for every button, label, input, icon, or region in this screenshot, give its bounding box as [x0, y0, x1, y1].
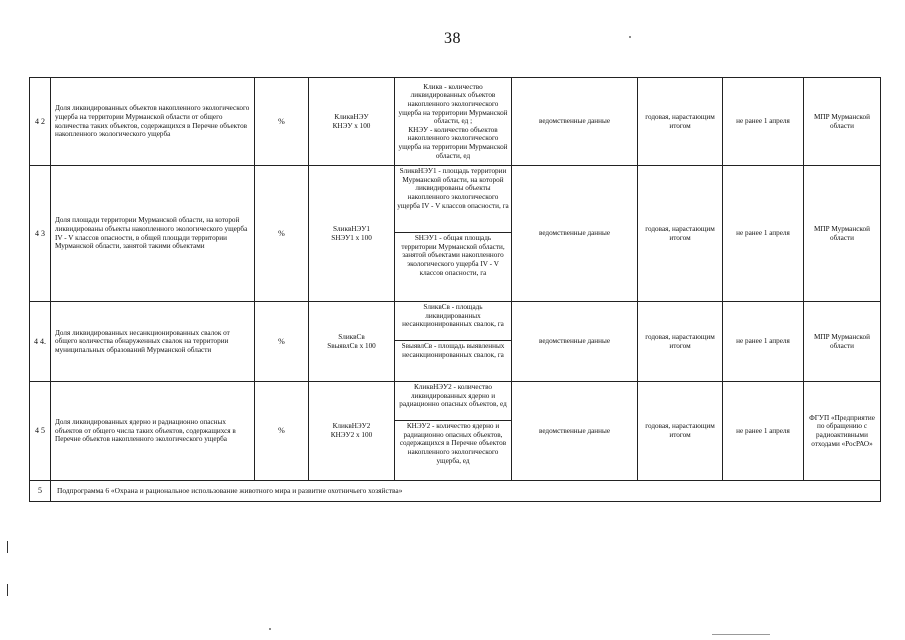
periodicity: годовая, нарастающим итогом: [638, 166, 723, 302]
row-number: 5: [30, 481, 51, 502]
deadline: не ранее 1 апреля: [723, 166, 804, 302]
formula-numerator: SликвСв: [338, 332, 365, 341]
description-top: SликвСв - площадь ликвидированных несанкционированных свалок, га: [402, 303, 504, 329]
description-line: КНЭУ - количество объектов накопленного экологического ущерба на территории Мурманской области, ед: [398, 125, 508, 160]
page-number: 38: [444, 30, 461, 47]
deadline: не ранее 1 апреля: [723, 78, 804, 166]
formula-description: [395, 302, 512, 382]
table-row: [30, 166, 881, 302]
unit: %: [255, 382, 309, 481]
data-source: ведомственные данные: [512, 302, 638, 382]
formula-description: [395, 382, 512, 481]
responsible: МПР Мурманской области: [804, 302, 881, 382]
formula-description: [395, 166, 512, 302]
table-row: [30, 382, 881, 481]
row-number: 4 5: [30, 382, 51, 481]
row-number: 4 3: [30, 166, 51, 302]
formula-denominator: КНЭУ х 100: [332, 121, 371, 130]
formula-numerator: КликвНЭУ2: [332, 422, 371, 431]
scan-speck: [629, 36, 631, 38]
description-top: SликвНЭУ1 - площадь территории Мурманской области, на которой ликвидированы объекты накопленного экологического ущерба IV - V классов опасности, га: [397, 167, 509, 210]
description-line: Кликв - количество ликвидированных объектов накопленного экологического ущерба на территории Мурманской области, ед ;: [398, 82, 508, 126]
formula: [309, 78, 395, 166]
data-source: ведомственные данные: [512, 166, 638, 302]
scan-margin-mark: [7, 541, 8, 553]
description-bottom: КНЭУ2 - количество ядерно и радиационно опасных объектов, содержащихся в Перечне объектов накопленного экологического ущерба, ед: [395, 420, 511, 466]
data-source: ведомственные данные: [512, 382, 638, 481]
periodicity: годовая, нарастающим итогом: [638, 78, 723, 166]
responsible: МПР Мурманской области: [804, 166, 881, 302]
formula-numerator: КликвНЭУ: [334, 112, 369, 121]
table-row: [30, 78, 881, 166]
responsible: МПР Мурманской области: [804, 78, 881, 166]
formula: [309, 302, 395, 382]
formula: [309, 382, 395, 481]
formula-denominator: КНЭУ2 х 100: [330, 431, 373, 439]
formula-denominator: SНЭУ1 х 100: [331, 233, 372, 242]
deadline: не ранее 1 апреля: [723, 302, 804, 382]
scan-margin-mark: [7, 584, 8, 596]
scan-speck: [269, 628, 271, 630]
description-bottom: SНЭУ1 - общая площадь территории Мурманской области, занятой объектами накопленного экологического ущерба IV - V классов опасности, га: [395, 232, 511, 278]
formula-denominator: SвыявлСв х 100: [327, 341, 376, 350]
description-bottom: SвыявлСв - площадь выявленных несанкционированных свалок, га: [395, 340, 511, 360]
unit: %: [255, 78, 309, 166]
indicator-name: Доля площади территории Мурманской области, на которой ликвидированы объекты накопленного экологического ущерба IV - V классов опасности, в общей площади территории Мурманской области, занятой такими объектами: [51, 166, 255, 302]
subprogram-title: Подпрограмма 6 «Охрана и рациональное использование животного мира и развитие охотничьего хозяйства»: [51, 481, 881, 502]
unit: %: [255, 302, 309, 382]
formula-description: [395, 78, 512, 166]
indicators-table: [29, 77, 881, 502]
row-number: 4 2: [30, 78, 51, 166]
periodicity: годовая, нарастающим итогом: [638, 382, 723, 481]
deadline: не ранее 1 апреля: [723, 382, 804, 481]
row-number: 4 4.: [30, 302, 51, 382]
indicator-name: Доля ликвидированных ядерно и радиационно опасных объектов от общего числа таких объектов, содержащихся в Перечне объектов накопленного экологического ущерба: [51, 382, 255, 481]
table-row: [30, 302, 881, 382]
unit: %: [255, 166, 309, 302]
periodicity: годовая, нарастающим итогом: [638, 302, 723, 382]
data-source: ведомственные данные: [512, 78, 638, 166]
responsible: ФГУП «Предприятие по обращению с радиоактивными отходами «РосРАО»: [804, 382, 881, 481]
formula: [309, 166, 395, 302]
formula-numerator: SликвНЭУ1: [333, 224, 370, 233]
indicator-name: Доля ликвидированных несанкционированных свалок от общего количества обнаруженных свалок на территории муниципальных образований Мурманской области: [51, 302, 255, 382]
subprogram-row: [30, 481, 881, 502]
description-top: КликвНЭУ2 - количество ликвидированных ядерно и радиационно опасных объектов, ед: [399, 383, 507, 409]
scan-edge-mark: [712, 634, 770, 635]
indicator-name: Доля ликвидированных объектов накопленного экологического ущерба на территории Мурманской области от общего количества таких объектов, содержащихся в Перечне объектов накопленного экологического ущерба: [51, 78, 255, 166]
